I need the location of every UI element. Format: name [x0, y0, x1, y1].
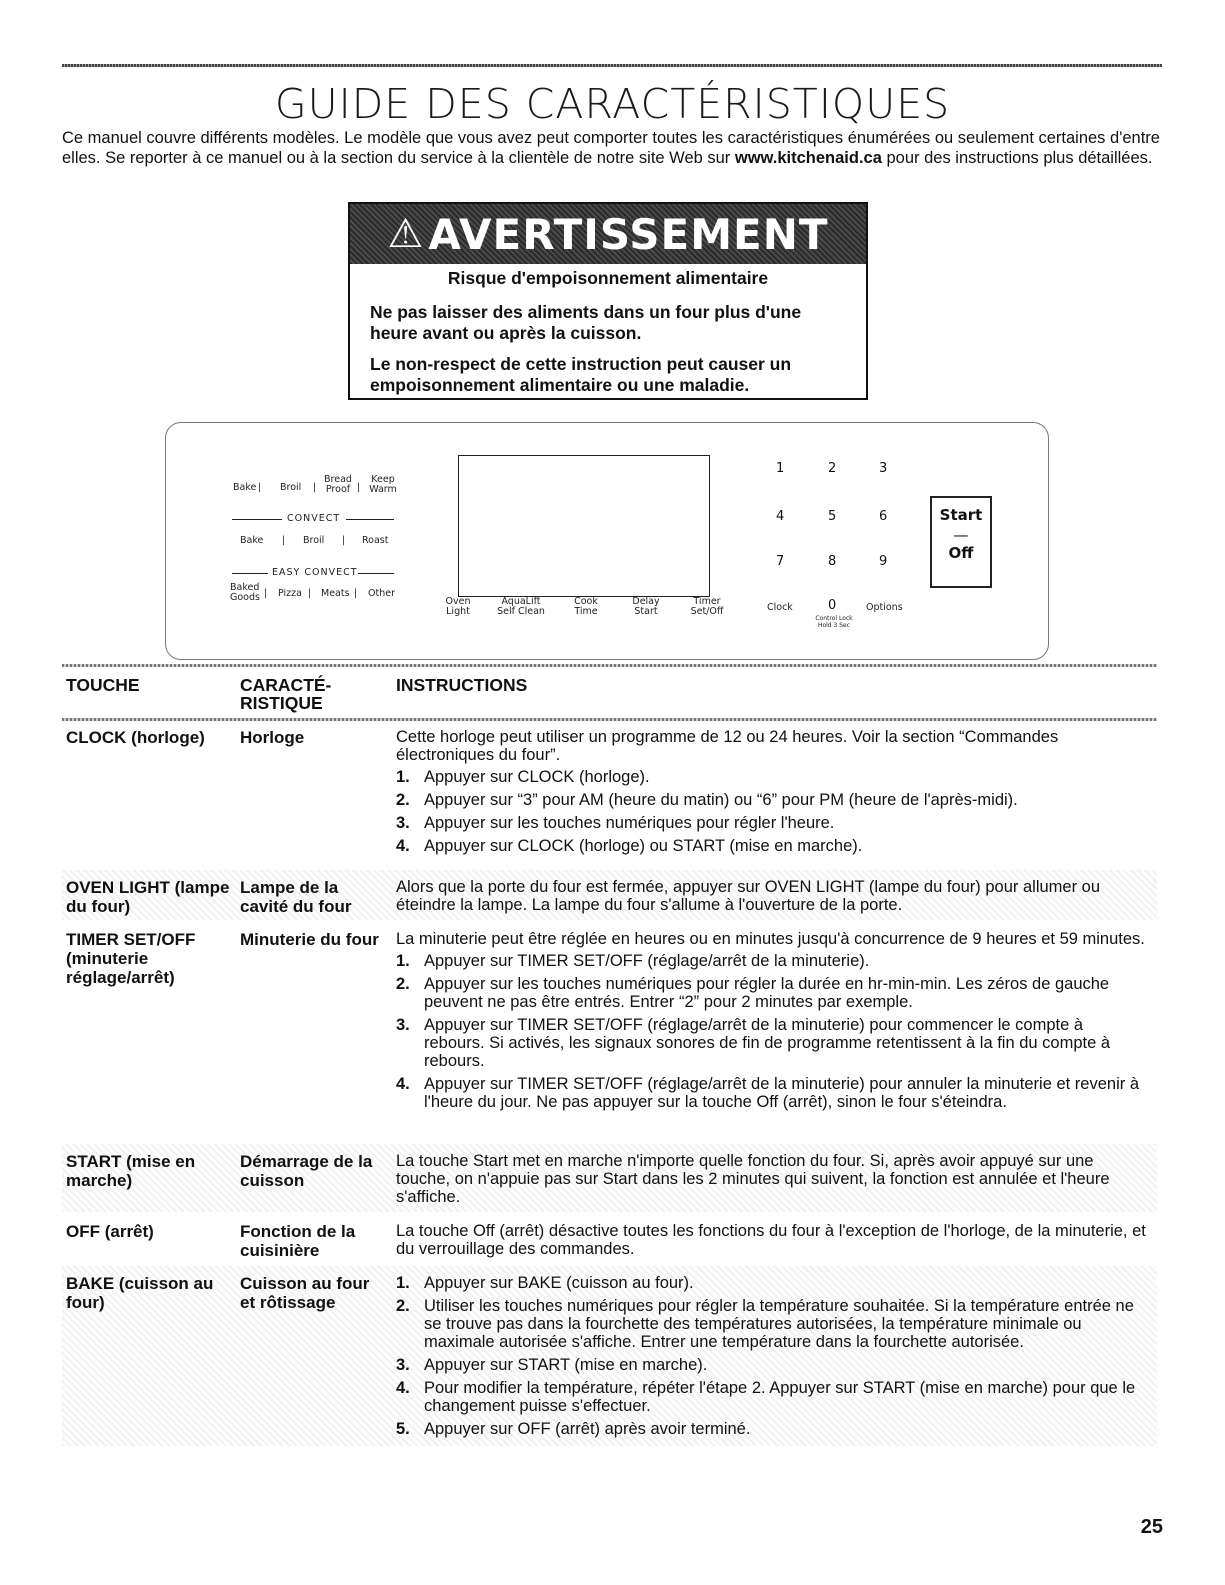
panel-options: Options [866, 602, 903, 613]
panel-key-6: 6 [879, 509, 888, 524]
page-number: 25 [1140, 1516, 1163, 1538]
table-row-oven-light [62, 870, 1157, 920]
panel-key-8: 8 [828, 554, 837, 569]
panel-key-7: 7 [776, 554, 785, 569]
feature-off: Fonction de la cuisinière [240, 1222, 356, 1260]
key-off: OFF (arrêt) [66, 1222, 154, 1241]
instructions-start: La touche Start met en marche n'importe quelle fonction du four. Si, après avoir appuyé sur une touche, on n'appuie pas sur Start dans les 2 minutes qui suivent, la fonction est annulée et l'heure s'affiche. [396, 1152, 1110, 1206]
panel-clock: Clock [767, 602, 793, 613]
panel-bake: Bake [233, 482, 257, 493]
website-link[interactable]: www.kitchenaid.ca [734, 149, 882, 167]
page-title: GUIDE DES CARACTÉRISTIQUES [274, 80, 951, 128]
key-oven-light: OVEN LIGHT (lampe du four) [66, 878, 230, 916]
panel-start: Start [939, 506, 983, 524]
key-bake: BAKE (cuisson au four) [66, 1274, 214, 1312]
warning-triangle-icon: ⚠ [387, 211, 425, 257]
panel-key-1: 1 [776, 461, 785, 476]
intro-paragraph: Ce manuel couvre différents modèles. Le modèle que vous avez peut comporter toutes les caractéristiques énumérées ou seulement certaines d'entre elles. Se reporter à ce manuel ou à la section du service à la clientèle de notre site Web sur www.kitchenaid.ca pour des instructions plus détaillées. [62, 129, 1160, 167]
table-top-rule [62, 664, 1157, 667]
feature-clock: Horloge [240, 728, 305, 747]
feature-start: Démarrage de la cuisson [240, 1152, 373, 1190]
panel-broil: Broil [280, 482, 302, 493]
panel-convect-label: CONVECT [287, 513, 341, 524]
panel-key-2: 2 [828, 461, 837, 476]
panel-off: Off [948, 544, 974, 562]
panel-control-lock: Control Lock Hold 3 Sec [815, 615, 853, 629]
warning-box [348, 202, 868, 400]
warning-paragraph-2: Le non-respect de cette instruction peut causer un empoisonnement alimentaire ou une maladie. [370, 354, 792, 395]
panel-key-4: 4 [776, 509, 785, 524]
key-clock: CLOCK (horloge) [66, 728, 205, 747]
top-rule [62, 64, 1162, 67]
panel-pizza: Pizza [278, 588, 302, 599]
warning-subtitle: Risque d'empoisonnement alimentaire [447, 268, 769, 288]
panel-key-0: 0 [828, 598, 837, 613]
feature-timer: Minuterie du four [240, 930, 379, 949]
table-row-timer [62, 930, 1157, 1142]
panel-cook-time: Cook Time [574, 596, 598, 617]
instructions-off: La touche Off (arrêt) désactive toutes les fonctions du four à l'exception de l'horloge, de la minuterie, et du verrouillage des commandes. [396, 1222, 1146, 1258]
header-instructions: INSTRUCTIONS [396, 675, 528, 695]
panel-key-9: 9 [879, 554, 888, 569]
panel-timer: Timer Set/Off [690, 596, 724, 617]
panel-key-3: 3 [879, 461, 888, 476]
table-row-start [62, 1144, 1157, 1212]
panel-convect-bake: Bake [240, 535, 264, 546]
panel-delay-start: Delay Start [632, 596, 660, 617]
header-caracteristique: CARACTÉ-RISTIQUE [240, 675, 332, 713]
table-header-rule [62, 718, 1157, 721]
instructions-clock: Cette horloge peut utiliser un programme de 12 ou 24 heures. Voir la section “Commandes électroniques du four”. 1. Appuyer sur CLOCK (horloge). 2. Appuyer sur “3” pour AM (heure du matin) ou “6” pour PM (heure de l'après-midi). 3. Appuyer sur les touches numériques pour régler l'heure. 4. Appuyer sur CLOCK (horloge) ou START (mise en marche). [396, 728, 1059, 855]
instructions-oven-light: Alors que la porte du four est fermée, appuyer sur OVEN LIGHT (lampe du four) pour allumer ou éteindre la lampe. La lampe du four s'allume à l'ouverture de la porte. [396, 878, 1101, 914]
feature-bake: Cuisson au four et rôtissage [240, 1274, 370, 1312]
panel-easy-convect-label: EASY CONVECT [272, 567, 358, 578]
feature-oven-light: Lampe de la cavité du four [240, 878, 352, 916]
panel-convect-roast: Roast [362, 535, 389, 546]
table-row-off [62, 1222, 1157, 1266]
panel-convect-broil: Broil [303, 535, 325, 546]
instructions-bake: 1. Appuyer sur BAKE (cuisson au four). 2. Utiliser les touches numériques pour régler la température souhaitée. Si la température entrée ne se trouve pas dans la fourchette des températures autorisées, la température minimale ou maximale autorisée s'affiche. Entrer une température dans la fourchette autorisée. 3. Appuyer sur START (mise en marche). 4. Pour modifier la température, répéter l'étape 2. Appuyer sur START (mise en marche) pour que le changement puisse s'effectuer. 5. Appuyer sur OFF (arrêt) après avoir terminé. [396, 1274, 1136, 1438]
panel-aqualift: AquaLift Self Clean [497, 596, 545, 617]
panel-bread-proof: Bread Proof [324, 474, 352, 495]
panel-keep-warm: Keep Warm [369, 474, 397, 495]
instructions-timer: La minuterie peut être réglée en heures ou en minutes jusqu'à concurrence de 9 heures et 59 minutes. 1. Appuyer sur TIMER SET/OFF (réglage/arrêt de la minuterie). 2. Appuyer sur les touches numériques pour régler la durée en hr-min-min. Les zéros de gauche peuvent ne pas être entrés. Entrer “2” pour 2 minutes par exemple. 3. Appuyer sur TIMER SET/OFF (réglage/arrêt de la minuterie) pour commencer le compte à rebours. Si activés, les signaux sonores de fin de programme retentissent à la fin du compte à rebours. 4. Appuyer sur TIMER SET/OFF (réglage/arrêt de la minuterie) pour annuler la minuterie et revenir à l'heure du jour. Ne pas appuyer sur la touche Off (arrêt), sinon le four s'éteindra. [396, 930, 1145, 1111]
key-start: START (mise en marche) [66, 1152, 196, 1190]
header-touche: TOUCHE [66, 675, 140, 695]
table-row-clock [62, 728, 1157, 866]
panel-baked-goods: Baked Goods [230, 582, 260, 603]
key-timer: TIMER SET/OFF (minuterie réglage/arrêt) [66, 930, 196, 987]
panel-other: Other [368, 588, 395, 599]
warning-heading: AVERTISSEMENT [428, 209, 829, 259]
control-panel-diagram: Bake | Broil | Bread Proof | Keep Warm CONVECT Bake | Broil | Roast EASY CONVECT Baked Goods | Pizza | Meats | Other Oven Light AquaLift Self Clean Cook Time Delay Start Timer Set/Off 1 2 3 4 5 6 7 8 9 Clock 0 Control Lock Hold 3 Sec Options Start — Off [165, 422, 1049, 660]
panel-start-off-button: Start — Off [930, 496, 992, 588]
warning-header [350, 204, 866, 264]
panel-key-5: 5 [828, 509, 837, 524]
table-row-bake [62, 1266, 1157, 1446]
panel-meats: Meats [321, 588, 350, 599]
panel-display [458, 455, 710, 597]
panel-oven-light: Oven Light [445, 596, 471, 617]
warning-paragraph-1: Ne pas laisser des aliments dans un four plus d'une heure avant ou après la cuisson. [370, 302, 802, 343]
